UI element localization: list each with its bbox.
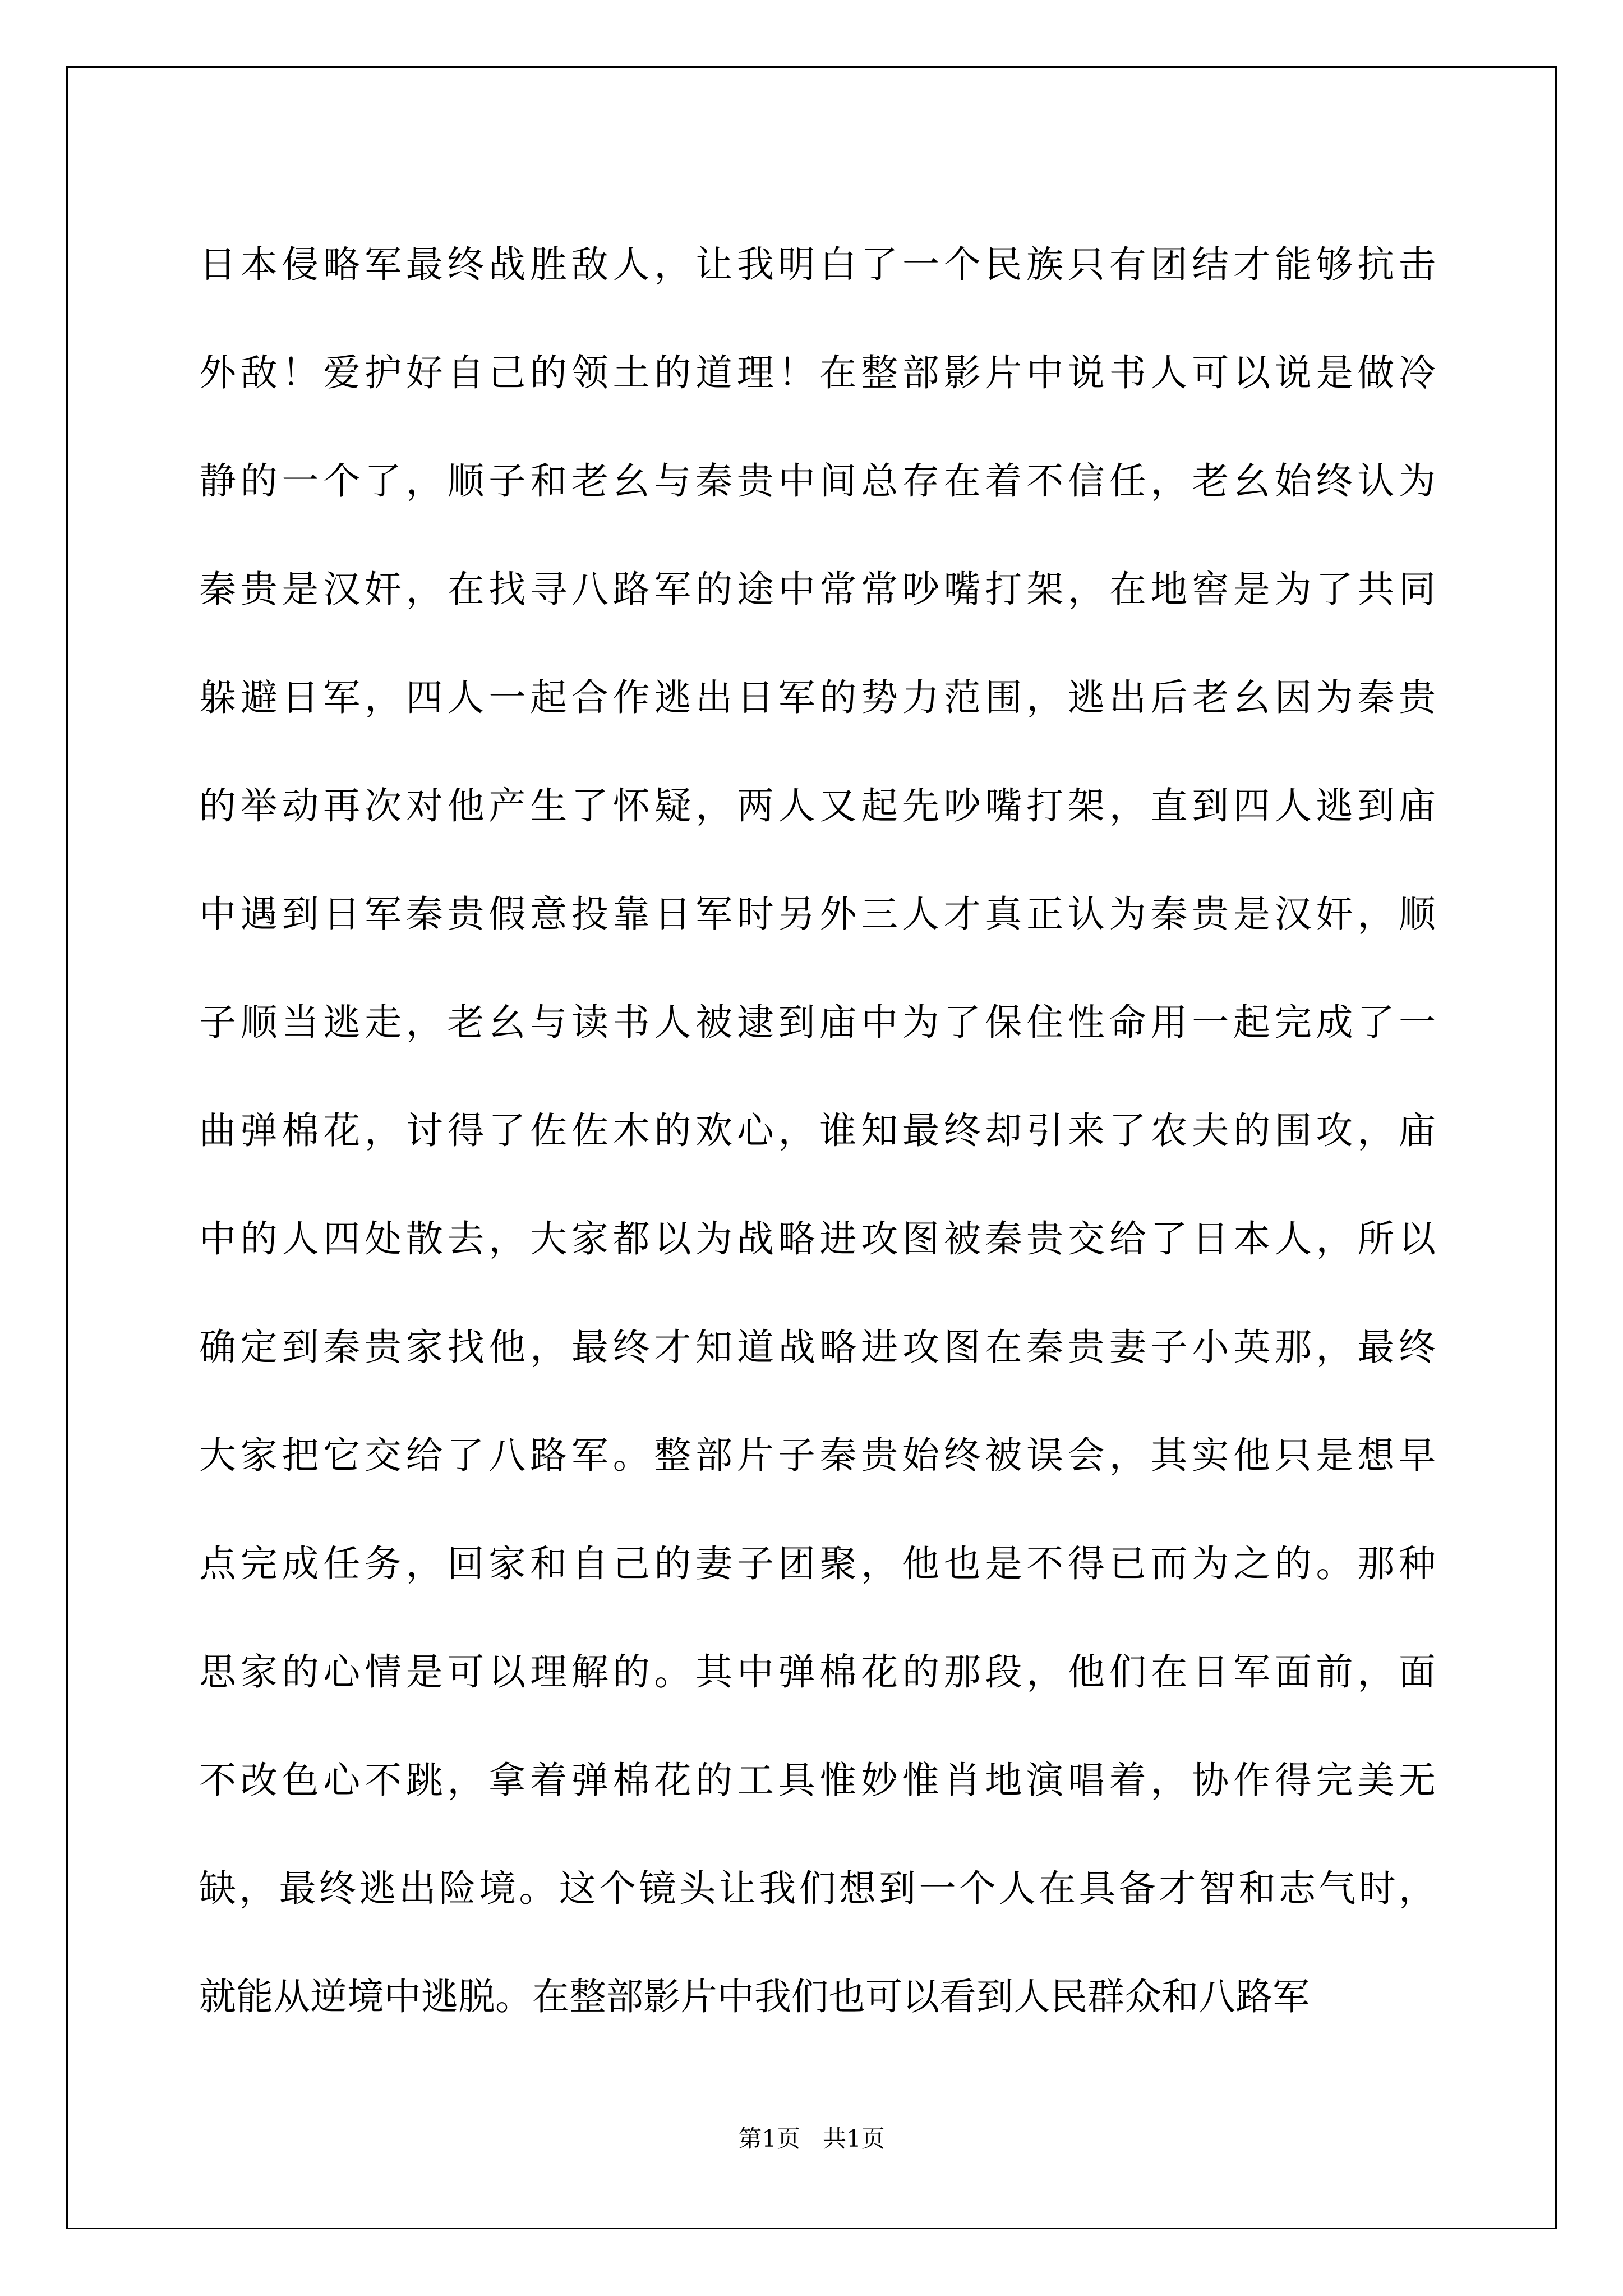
- text-line: 秦贵是汉奸，在找寻八路军的途中常常吵嘴打架，在地窖是为了共同: [199, 568, 1436, 611]
- text-line: 就能从逆境中逃脱。在整部影片中我们也可以看到人民群众和八路军: [199, 1975, 1310, 2018]
- text-line: 不改色心不跳，拿着弹棉花的工具惟妙惟肖地演唱着，协作得完美无: [199, 1759, 1436, 1802]
- page-footer: [0, 2120, 1623, 2154]
- page-total: 共1页: [823, 2125, 885, 2152]
- text-line: 子顺当逃走，老幺与读书人被逮到庙中为了保住性命用一起完成了一: [199, 1001, 1436, 1044]
- text-line: 外敌！爱护好自己的领土的道理！在整部影片中说书人可以说是做冷: [199, 351, 1436, 394]
- page-number: 第1页: [738, 2125, 800, 2152]
- text-line: 缺，最终逃出险境。这个镜头让我们想到一个人在具备才智和志气时，: [199, 1867, 1436, 1910]
- text-line: 躲避日军，四人一起合作逃出日军的势力范围，逃出后老幺因为秦贵: [199, 676, 1436, 719]
- text-line: 大家把它交给了八路军。整部片子秦贵始终被误会，其实他只是想早: [199, 1434, 1436, 1477]
- text-line: 静的一个了，顺子和老幺与秦贵中间总存在着不信任，老幺始终认为: [199, 459, 1436, 503]
- text-line: 中的人四处散去，大家都以为战略进攻图被秦贵交给了日本人，所以: [199, 1217, 1436, 1260]
- text-line: 曲弹棉花，讨得了佐佐木的欢心，谁知最终却引来了农夫的围攻，庙: [199, 1109, 1436, 1152]
- text-line: 点完成任务，回家和自己的妻子团聚，他也是不得已而为之的。那种: [199, 1542, 1436, 1585]
- text-line: 的举动再次对他产生了怀疑，两人又起先吵嘴打架，直到四人逃到庙: [199, 784, 1436, 827]
- text-line: 中遇到日军秦贵假意投靠日军时另外三人才真正认为秦贵是汉奸，顺: [199, 892, 1436, 936]
- body-text: [199, 210, 1436, 2051]
- text-line: 确定到秦贵家找他，最终才知道战略进攻图在秦贵妻子小英那，最终: [199, 1326, 1436, 1369]
- text-line: 日本侵略军最终战胜敌人，让我明白了一个民族只有团结才能够抗击: [199, 243, 1436, 286]
- text-line: 思家的心情是可以理解的。其中弹棉花的那段，他们在日军面前，面: [199, 1650, 1436, 1694]
